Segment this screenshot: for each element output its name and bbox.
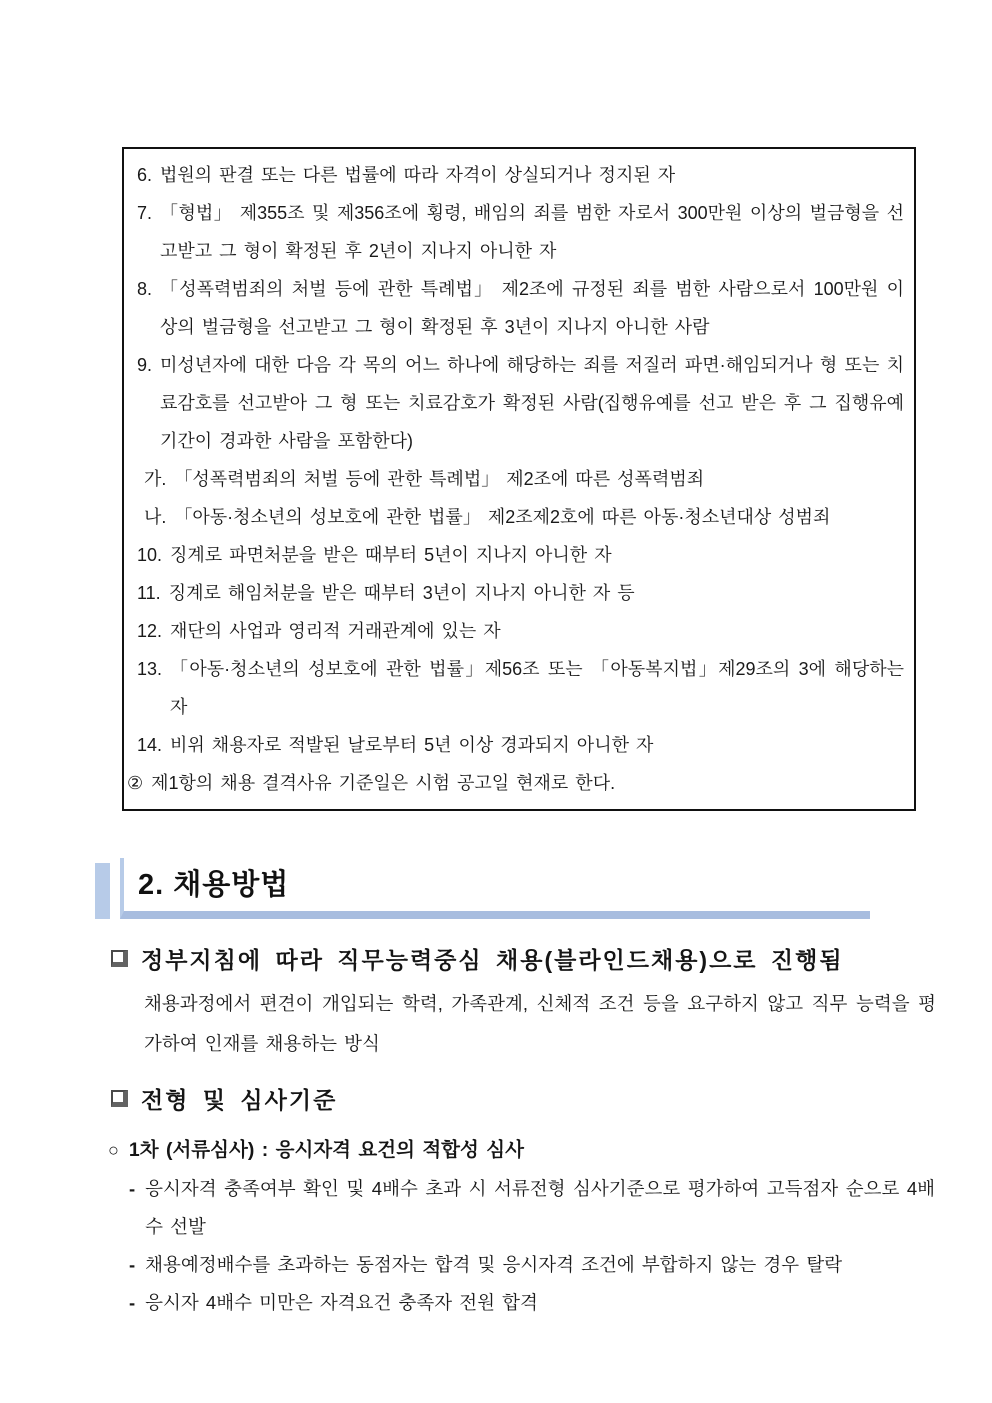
dash-bullet-icon: - <box>129 1292 136 1313</box>
blind-recruit-title: 정부지침에 따라 직무능력중심 채용(블라인드채용)으로 진행됨 <box>141 947 844 973</box>
item-number: 11. <box>137 583 161 603</box>
item-text: 징계로 파면처분을 받은 때부터 5년이 지나지 아니한 자 <box>170 545 612 565</box>
list-item-sub <box>124 460 904 498</box>
item-number: 6. <box>137 165 153 185</box>
point-text: 채용예정배수를 초과하는 동점자는 합격 및 응시자격 조건에 부합하지 않는 경우 탈락 <box>145 1254 843 1275</box>
list-item <box>124 726 904 764</box>
blind-recruit-heading <box>111 942 951 975</box>
section-accent-bar <box>95 863 110 919</box>
item-text: 제1항의 채용 결격사유 기준일은 시험 공고일 현재로 한다. <box>151 773 616 793</box>
item-number: ② <box>127 773 144 793</box>
list-item <box>124 612 904 650</box>
list-item <box>124 194 904 270</box>
square-bullet-icon <box>111 950 128 967</box>
item-text: 「형법」 제355조 및 제356조에 횡령, 배임의 죄를 범한 자로서 300만원 이상의 벌금형을 선고받고 그 형이 확정된 후 2년이 지나지 아니한 자 <box>160 203 904 261</box>
blind-recruit-description: 채용과정에서 편견이 개입되는 학력, 가족관계, 신체적 조건 등을 요구하지 않고 직무 능력을 평가하여 인재를 채용하는 방식 <box>144 993 936 1054</box>
list-item-clause <box>124 764 904 802</box>
item-number: 14. <box>137 735 163 755</box>
item-text: 비위 채용자로 적발된 날로부터 5년 이상 경과되지 아니한 자 <box>170 735 654 755</box>
item-number: 13. <box>137 659 163 679</box>
item-number: 9. <box>137 355 153 375</box>
dash-bullet-icon: - <box>129 1178 136 1199</box>
round1-title: 1차 (서류심사) : 응시자격 요건의 적합성 심사 <box>128 1139 524 1161</box>
item-text: 징계로 해임처분을 받은 때부터 3년이 지나지 아니한 자 등 <box>168 583 635 603</box>
square-bullet-icon <box>111 1090 128 1107</box>
list-item <box>129 1246 935 1284</box>
section-title-box <box>120 858 870 919</box>
item-text: 「성폭력범죄의 처벌 등에 관한 특례법」 제2조에 규정된 죄를 범한 사람으로서 100만원 이상의 벌금형을 선고받고 그 형이 확정된 후 3년이 지나지 아니한 사람 <box>160 279 904 337</box>
list-item-sub <box>124 498 904 536</box>
list-item <box>124 156 904 194</box>
item-text: 법원의 판결 또는 다른 법률에 따라 자격이 상실되거나 정지된 자 <box>160 165 676 185</box>
round1-points <box>129 1170 935 1322</box>
item-text: 「아동·청소년의 성보호에 관한 법률」제56조 또는 「아동복지법」제29조의 3에 해당하는 자 <box>170 659 904 717</box>
list-item <box>124 650 904 726</box>
round1-heading <box>108 1134 524 1162</box>
item-number: 7. <box>137 203 153 223</box>
section-header <box>95 858 875 919</box>
item-text: 「아동·청소년의 성보호에 관한 법률」 제2조제2호에 따른 아동·청소년대상 성범죄 <box>174 507 831 527</box>
item-text: 미성년자에 대한 다음 각 목의 어느 하나에 해당하는 죄를 저질러 파면·해임되거나 형 또는 치료감호를 선고받아 그 형 또는 치료감호가 확정된 사람(집행유예를 선고 받은 후 그 집행유예기간이 경과한 사람을 포함한다) <box>160 355 904 451</box>
list-item <box>124 346 904 460</box>
item-text: 「성폭력범죄의 처벌 등에 관한 특례법」 제2조에 따른 성폭력범죄 <box>174 469 705 489</box>
dash-bullet-icon: - <box>129 1254 136 1275</box>
list-item <box>129 1284 935 1322</box>
point-text: 응시자격 충족여부 확인 및 4배수 초과 시 서류전형 심사기준으로 평가하여 고득점자 순으로 4배수 선발 <box>145 1178 935 1237</box>
list-item <box>124 536 904 574</box>
section-title: 2. 채용방법 <box>138 869 290 901</box>
item-number: 8. <box>137 279 153 299</box>
item-text: 재단의 사업과 영리적 거래관계에 있는 자 <box>170 621 501 641</box>
point-text: 응시자 4배수 미만은 자격요건 충족자 전원 합격 <box>145 1292 538 1313</box>
item-number: 나. <box>144 507 167 527</box>
list-item <box>124 270 904 346</box>
criteria-heading <box>111 1082 951 1115</box>
list-item <box>129 1170 935 1246</box>
circle-bullet-icon: ○ <box>108 1140 119 1160</box>
disqualification-box <box>122 147 916 811</box>
item-number: 10. <box>137 545 163 565</box>
criteria-title: 전형 및 심사기준 <box>141 1087 338 1113</box>
item-number: 12. <box>137 621 163 641</box>
item-number: 가. <box>144 469 167 489</box>
list-item <box>124 574 904 612</box>
